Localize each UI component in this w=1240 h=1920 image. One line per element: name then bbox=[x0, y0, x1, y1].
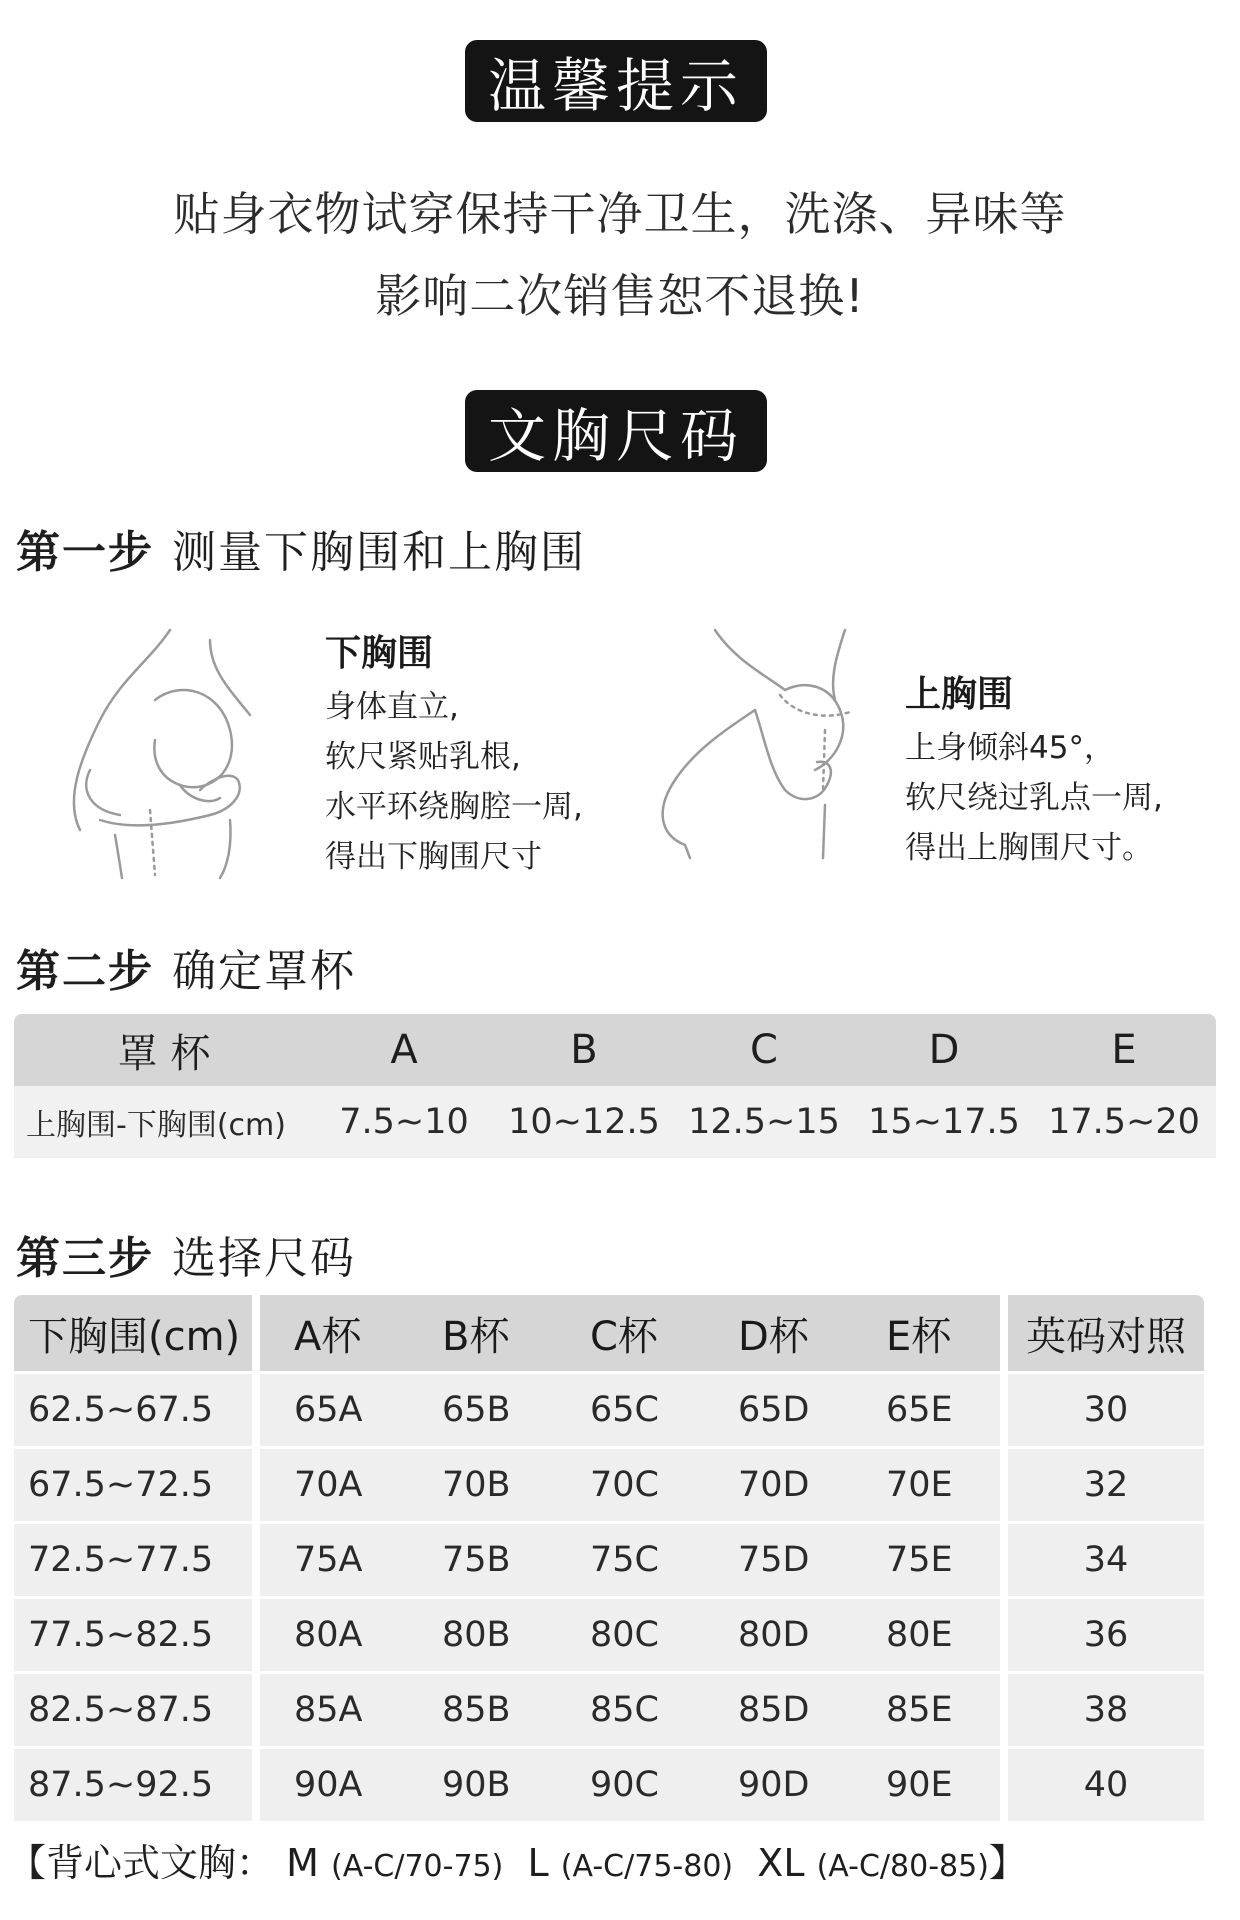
under-bust-line-4: 得出下胸围尺寸 bbox=[325, 839, 542, 875]
cup-header-d: D bbox=[928, 1027, 960, 1073]
size-header-uk: 英码对照 bbox=[1008, 1295, 1204, 1371]
table-row bbox=[14, 1674, 1216, 1746]
size-cell-b: 75B bbox=[408, 1524, 556, 1596]
under-bust-line-3: 水平环绕胸腔一周, bbox=[325, 789, 583, 825]
size-cell-underbust: 77.5~82.5 bbox=[14, 1599, 252, 1671]
size-cell-uk: 40 bbox=[1008, 1749, 1204, 1821]
size-header-c: C杯 bbox=[556, 1295, 704, 1371]
size-cell-c: 80C bbox=[556, 1599, 704, 1671]
footer-label: 背心式文胸： bbox=[46, 1841, 275, 1885]
size-cell-b: 70B bbox=[408, 1449, 556, 1521]
size-cell-uk: 34 bbox=[1008, 1524, 1204, 1596]
cup-table-header bbox=[14, 1014, 1216, 1086]
size-cell-a: 70A bbox=[260, 1449, 408, 1521]
size-cell-underbust: 82.5~87.5 bbox=[14, 1674, 252, 1746]
cup-table-row bbox=[14, 1086, 1216, 1158]
size-table-header bbox=[14, 1295, 1216, 1371]
footer-size-l: L bbox=[527, 1841, 549, 1885]
over-bust-figure-icon bbox=[655, 620, 895, 860]
size-cell-underbust: 67.5~72.5 bbox=[14, 1449, 252, 1521]
size-table bbox=[14, 1295, 1216, 1821]
size-cell-uk: 30 bbox=[1008, 1374, 1204, 1446]
size-cell-e: 85E bbox=[852, 1674, 1000, 1746]
footer-size-m: M bbox=[286, 1841, 319, 1885]
cup-row-label: 上胸围-下胸围(cm) bbox=[26, 1108, 286, 1143]
table-row bbox=[14, 1524, 1216, 1596]
step1-title: 测量下胸围和上胸围 bbox=[172, 527, 586, 578]
size-cell-d: 80D bbox=[704, 1599, 852, 1671]
footer-close-bracket: 】 bbox=[988, 1841, 1027, 1885]
size-cell-underbust: 87.5~92.5 bbox=[14, 1749, 252, 1821]
size-cell-underbust: 72.5~77.5 bbox=[14, 1524, 252, 1596]
step2-title: 确定罩杯 bbox=[172, 946, 356, 997]
size-cell-a: 85A bbox=[260, 1674, 408, 1746]
footer-size-m-note: (A-C/70-75) bbox=[331, 1849, 504, 1884]
footer-size-l-note: (A-C/75-80) bbox=[560, 1849, 734, 1884]
step1-label: 第一步 bbox=[16, 527, 154, 578]
tips-line-2: 影响二次销售恕不退换! bbox=[375, 269, 865, 323]
size-cell-e: 90E bbox=[852, 1749, 1000, 1821]
size-cell-b: 85B bbox=[408, 1674, 556, 1746]
vest-bra-note bbox=[8, 1832, 1027, 1887]
under-bust-figure-icon bbox=[60, 620, 300, 880]
tips-line-1: 贴身衣物试穿保持干净卫生，洗涤、异味等 bbox=[173, 187, 1067, 241]
cup-header-c: C bbox=[750, 1027, 778, 1073]
bra-size-title-badge bbox=[465, 390, 767, 472]
under-bust-line-1: 身体直立, bbox=[325, 689, 459, 725]
bra-size-title: 文胸尺码 bbox=[487, 402, 744, 470]
over-bust-text bbox=[905, 666, 1163, 873]
step3-heading bbox=[16, 1222, 356, 1286]
size-header-e: E杯 bbox=[852, 1295, 1000, 1371]
step3-label: 第三步 bbox=[16, 1233, 154, 1284]
size-header-d: D杯 bbox=[704, 1295, 852, 1371]
size-cell-b: 80B bbox=[408, 1599, 556, 1671]
size-cell-d: 85D bbox=[704, 1674, 852, 1746]
cup-table bbox=[14, 1014, 1216, 1158]
footer-size-xl-note: (A-C/80-85) bbox=[816, 1849, 989, 1884]
size-cell-uk: 32 bbox=[1008, 1449, 1204, 1521]
over-bust-line-1: 上身倾斜45°， bbox=[905, 730, 1115, 766]
cup-row-d: 15~17.5 bbox=[868, 1102, 1020, 1142]
size-cell-b: 90B bbox=[408, 1749, 556, 1821]
size-cell-b: 65B bbox=[408, 1374, 556, 1446]
size-cell-underbust: 62.5~67.5 bbox=[14, 1374, 252, 1446]
over-bust-line-2: 软尺绕过乳点一周, bbox=[905, 780, 1163, 816]
size-header-underbust: 下胸围(cm) bbox=[14, 1295, 252, 1371]
size-cell-c: 85C bbox=[556, 1674, 704, 1746]
size-cell-c: 70C bbox=[556, 1449, 704, 1521]
tips-title: 温馨提示 bbox=[487, 52, 744, 120]
size-cell-uk: 38 bbox=[1008, 1674, 1204, 1746]
cup-header-a: A bbox=[390, 1027, 418, 1073]
step2-heading bbox=[16, 935, 356, 999]
size-cell-e: 65E bbox=[852, 1374, 1000, 1446]
size-cell-d: 90D bbox=[704, 1749, 852, 1821]
size-cell-c: 90C bbox=[556, 1749, 704, 1821]
tips-title-badge bbox=[465, 40, 767, 122]
under-bust-text bbox=[325, 625, 583, 882]
step1-heading bbox=[16, 516, 586, 580]
size-cell-a: 80A bbox=[260, 1599, 408, 1671]
over-bust-heading: 上胸围 bbox=[905, 674, 1014, 715]
size-cell-e: 75E bbox=[852, 1524, 1000, 1596]
step2-label: 第二步 bbox=[16, 946, 154, 997]
under-bust-heading: 下胸围 bbox=[325, 633, 434, 674]
size-cell-c: 75C bbox=[556, 1524, 704, 1596]
size-cell-a: 90A bbox=[260, 1749, 408, 1821]
size-header-a: A杯 bbox=[260, 1295, 408, 1371]
size-cell-a: 65A bbox=[260, 1374, 408, 1446]
size-cell-uk: 36 bbox=[1008, 1599, 1204, 1671]
cup-row-c: 12.5~15 bbox=[688, 1102, 840, 1142]
table-row bbox=[14, 1749, 1216, 1821]
under-bust-line-2: 软尺紧贴乳根, bbox=[325, 739, 521, 775]
table-row bbox=[14, 1599, 1216, 1671]
step3-title: 选择尺码 bbox=[172, 1233, 356, 1284]
size-cell-c: 65C bbox=[556, 1374, 704, 1446]
size-cell-e: 80E bbox=[852, 1599, 1000, 1671]
size-header-b: B杯 bbox=[408, 1295, 556, 1371]
size-cell-a: 75A bbox=[260, 1524, 408, 1596]
cup-row-a: 7.5~10 bbox=[339, 1102, 469, 1142]
footer-size-xl: XL bbox=[757, 1841, 805, 1885]
size-cell-d: 75D bbox=[704, 1524, 852, 1596]
size-cell-d: 65D bbox=[704, 1374, 852, 1446]
footer-open-bracket: 【 bbox=[8, 1841, 47, 1885]
cup-row-e: 17.5~20 bbox=[1048, 1102, 1200, 1142]
cup-header-b: B bbox=[570, 1027, 598, 1073]
table-row bbox=[14, 1449, 1216, 1521]
cup-header-label: 罩 杯 bbox=[117, 1030, 211, 1077]
size-cell-e: 70E bbox=[852, 1449, 1000, 1521]
over-bust-line-3: 得出上胸围尺寸。 bbox=[905, 830, 1153, 866]
cup-header-e: E bbox=[1111, 1027, 1137, 1073]
size-cell-d: 70D bbox=[704, 1449, 852, 1521]
table-row bbox=[14, 1374, 1216, 1446]
cup-row-b: 10~12.5 bbox=[508, 1102, 660, 1142]
